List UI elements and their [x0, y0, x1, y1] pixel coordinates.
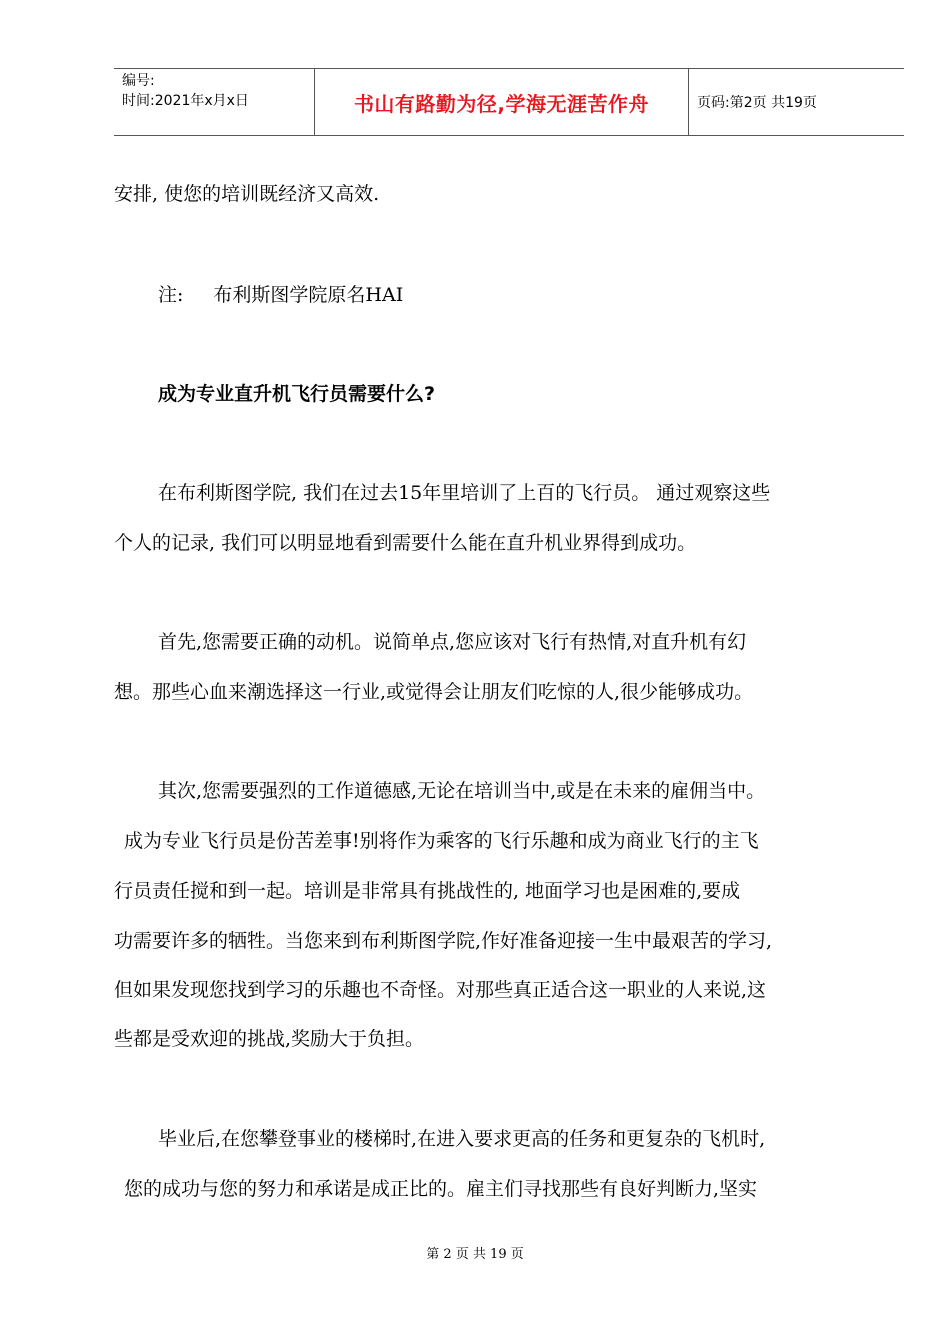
- section-heading: 成为专业直升机飞行员需要什么?: [158, 383, 436, 405]
- paragraph-line: 功需要许多的牺牲。当您来到布利斯图学院,作好准备迎接一生中最艰苦的学习,: [114, 930, 773, 952]
- paragraph-line: 在布利斯图学院, 我们在过去15年里培训了上百的飞行员。 通过观察这些: [158, 482, 771, 504]
- paragraph-line: 行员责任搅和到一起。培训是非常具有挑战性的, 地面学习也是困难的,要成: [114, 880, 741, 902]
- header-meta: [114, 69, 314, 135]
- paragraph-line: 您的成功与您的努力和承诺是成正比的。雇主们寻找那些有良好判断力,坚实: [124, 1178, 758, 1200]
- paragraph-line: 但如果发现您找到学习的乐趣也不奇怪。对那些真正适合这一职业的人来说,这: [114, 979, 767, 1001]
- paragraph-line: 其次,您需要强烈的工作道德感,无论在培训当中,或是在未来的雇佣当中。: [158, 780, 766, 802]
- paragraph-line: 首先,您需要正确的动机。说简单点,您应该对飞行有热情,对直升机有幻: [158, 631, 747, 653]
- note-line: [158, 282, 403, 308]
- paragraph-line: 些都是受欢迎的挑战,奖励大于负担。: [114, 1028, 425, 1050]
- header-page-info: 页码:第2页 共19页: [697, 95, 817, 111]
- note-label: 注:: [158, 284, 184, 306]
- paragraph-line: 成为专业飞行员是份苦差事!别将作为乘客的飞行乐趣和成为商业飞行的主飞: [124, 830, 759, 852]
- paragraph-line: 想。那些心血来潮选择这一行业,或觉得会让朋友们吃惊的人,很少能够成功。: [114, 681, 754, 703]
- paragraph-line: 毕业后,在您攀登事业的楼梯时,在进入要求更高的任务和更复杂的飞机时,: [158, 1128, 766, 1150]
- paragraph-line: 个人的记录, 我们可以明显地看到需要什么能在直升机业界得到成功。: [114, 532, 697, 554]
- page-footer: 第 2 页 共 19 页: [426, 1247, 524, 1262]
- header-motto: 书山有路勤为径,学海无涯苦作舟: [314, 69, 689, 135]
- page-header: [114, 68, 904, 136]
- note-text: 布利斯图学院原名HAI: [213, 284, 404, 306]
- time-label: 时间:2021年x月x日: [122, 93, 249, 109]
- paragraph-line: 安排, 使您的培训既经济又高效.: [114, 183, 380, 205]
- number-label: 编号:: [122, 73, 155, 89]
